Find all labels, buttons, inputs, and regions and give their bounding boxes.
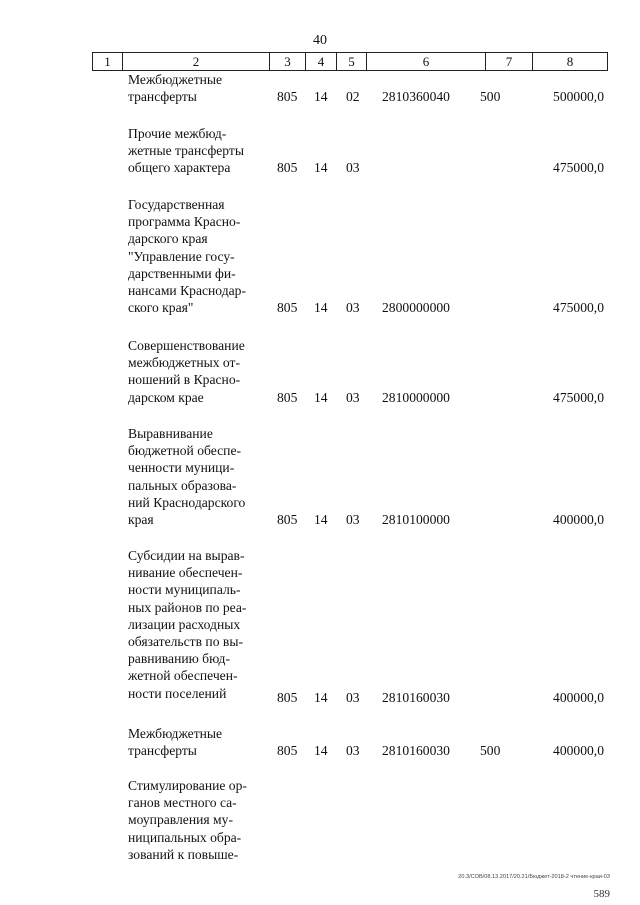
row-expense-type: 500 <box>480 743 501 758</box>
table-header-row <box>92 52 608 71</box>
row-amount: 400000,0 <box>553 690 604 705</box>
row-target-code: 2810000000 <box>382 390 450 405</box>
row-section-code: 14 <box>314 160 328 175</box>
row-expense-type: 500 <box>480 89 501 104</box>
row-section-code: 14 <box>314 743 328 758</box>
row-subsection-code: 02 <box>346 89 360 104</box>
row-amount: 475000,0 <box>553 300 604 315</box>
row-ministry-code: 805 <box>277 300 298 315</box>
row-target-code: 2810100000 <box>382 512 450 527</box>
header-col-4: 4 <box>305 53 336 70</box>
row-section-code: 14 <box>314 300 328 315</box>
row-description: Межбюджетные трансферты <box>128 72 223 105</box>
row-subsection-code: 03 <box>346 160 360 175</box>
row-description: Стимулирование ор- ганов местного са- моуправления му- ниципальных обра- зований к повыше- <box>128 778 247 862</box>
row-ministry-code: 805 <box>277 390 298 405</box>
row-subsection-code: 03 <box>346 390 360 405</box>
row-target-code: 2800000000 <box>382 300 450 315</box>
row-amount: 475000,0 <box>553 160 604 175</box>
row-amount: 500000,0 <box>553 89 604 104</box>
row-amount: 400000,0 <box>553 743 604 758</box>
row-target-code: 2810360040 <box>382 89 450 104</box>
row-ministry-code: 805 <box>277 512 298 527</box>
footer-document-code: 20.3/СОВ/08.13.2017/20.21/Бюджет-2018-2 чтение-краи-03 <box>458 874 610 880</box>
row-ministry-code: 805 <box>277 160 298 175</box>
corner-sheet-number: 589 <box>593 888 610 900</box>
header-col-2: 2 <box>122 53 269 70</box>
row-amount: 475000,0 <box>553 390 604 405</box>
row-subsection-code: 03 <box>346 300 360 315</box>
row-section-code: 14 <box>314 512 328 527</box>
row-description: Межбюджетные трансферты <box>128 726 223 759</box>
header-col-5: 5 <box>336 53 366 70</box>
row-ministry-code: 805 <box>277 89 298 104</box>
row-target-code: 2810160030 <box>382 743 450 758</box>
header-col-1: 1 <box>92 53 122 70</box>
row-description: Государственная программа Красно- дарского края "Управление госу- дарственными фи- нансами Краснодар- ского края" <box>128 197 246 316</box>
header-col-6: 6 <box>366 53 485 70</box>
row-ministry-code: 805 <box>277 690 298 705</box>
row-description: Прочие межбюд- жетные трансферты общего характера <box>128 126 244 176</box>
row-section-code: 14 <box>314 89 328 104</box>
row-description: Совершенствование межбюджетных от- ношений в Красно- дарском крае <box>128 338 245 405</box>
page-number: 40 <box>313 33 327 48</box>
row-ministry-code: 805 <box>277 743 298 758</box>
row-description: Субсидии на вырав- нивание обеспечен- ности муниципаль- ных районов по реа- лизации расходных обязательств по вы- равниванию бюд- жетной обеспечен- ности поселений <box>128 548 247 701</box>
row-description: Выравнивание бюджетной обеспе- ченности муници- пальных образова- ний Краснодарского края <box>128 426 246 528</box>
row-target-code: 2810160030 <box>382 690 450 705</box>
header-col-7: 7 <box>485 53 532 70</box>
row-section-code: 14 <box>314 390 328 405</box>
header-col-3: 3 <box>269 53 305 70</box>
row-amount: 400000,0 <box>553 512 604 527</box>
row-subsection-code: 03 <box>346 512 360 527</box>
row-subsection-code: 03 <box>346 690 360 705</box>
row-subsection-code: 03 <box>346 743 360 758</box>
header-col-8: 8 <box>532 53 608 70</box>
row-section-code: 14 <box>314 690 328 705</box>
